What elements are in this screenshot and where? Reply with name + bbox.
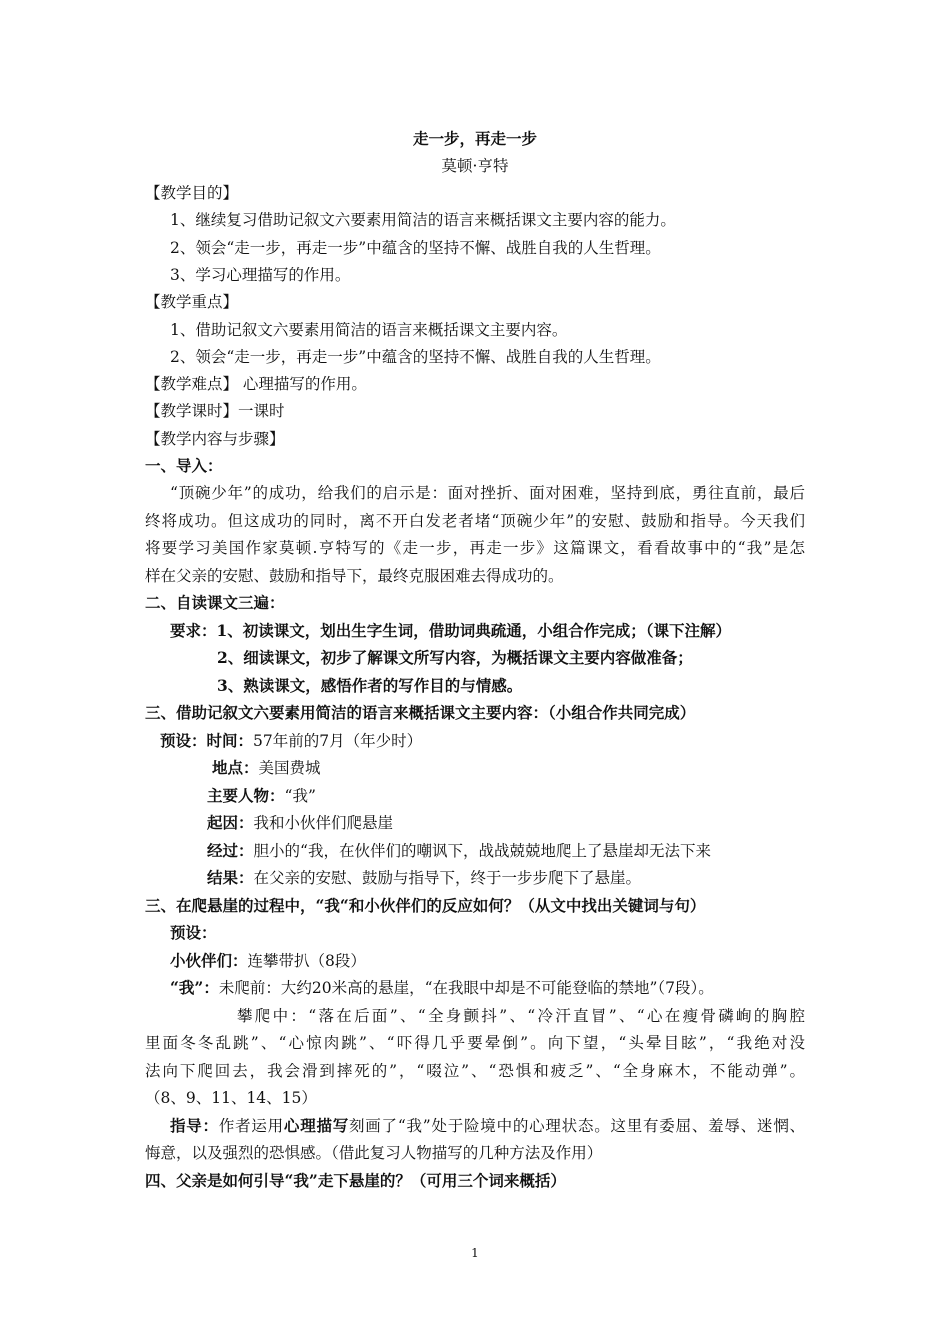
- section-1-heading: 一、导入：: [145, 456, 223, 475]
- me-label: “我”：: [170, 978, 219, 997]
- class-hours-line: 【教学课时】一课时: [145, 402, 285, 420]
- section-3-heading: 三、借助记叙文六要素用简洁的语言来概括课文主要内容：（小组合作共同完成）: [145, 703, 696, 722]
- section-4-preset: 预设：: [170, 923, 217, 942]
- objective-1: 1、继续复习借助记叙文六要素用简洁的语言来概括课文主要内容的能力。: [170, 211, 676, 229]
- doc-author: 莫顿·亨特: [441, 157, 509, 175]
- guide-row-2: 悔意，以及强烈的恐惧感。（借此复习人物描写的几种方法及作用）: [145, 1144, 603, 1162]
- guide-label: 指导：: [170, 1116, 219, 1135]
- me-row-1: [170, 977, 714, 999]
- key-point-2: 2、领会“走一步，再走一步”中蕴含的坚持不懈、战胜自我的人生哲理。: [170, 348, 661, 366]
- requirement-1: 要求：1、初读课文，划出生字生词，借助词典疏通，小组合作完成；（课下注解）: [170, 621, 732, 640]
- preset-result-row: [207, 867, 641, 889]
- preset-result-label: 结果：: [207, 868, 254, 887]
- preset-time-row: [160, 730, 422, 752]
- preset-cause-value: 我和小伙伴们爬悬崖: [253, 814, 394, 832]
- guide-text-bold: 心理描写: [283, 1116, 350, 1135]
- preset-process-value: 胆小的“我，在伙伴们的嘲讽下，战战兢兢地爬上了悬崖却无法下来: [253, 842, 711, 860]
- section-4-heading: 三、在爬悬崖的过程中，“我“和小伙伴们的反应如何？（从文中找出关键词与句）: [145, 896, 706, 915]
- preset-person-value: “我”: [284, 787, 316, 805]
- section-2-heading: 二、自读课文三遍：: [145, 593, 285, 612]
- friends-value: 连攀带扒（8段）: [247, 952, 366, 970]
- doc-title: 走一步，再走一步: [412, 129, 537, 148]
- steps-heading: 【教学内容与步骤】: [145, 430, 285, 448]
- difficulty-line: 【教学难点】 心理描写的作用。: [145, 375, 367, 393]
- preset-cause-label: 起因：: [207, 813, 254, 832]
- page-number: 1: [471, 1246, 479, 1260]
- guide-text-a: 作者运用: [218, 1117, 284, 1135]
- key-points-heading: 【教学重点】: [145, 293, 239, 311]
- me-row-2: 攀爬中：“落在后面”、“全身颤抖”、“冷汗直冒”、“心在瘦骨磷峋的胸腔: [237, 1007, 805, 1025]
- guide-row-1: [170, 1115, 805, 1137]
- preset-cause-row: [207, 812, 393, 834]
- requirement-3: 3、熟读课文，感悟作者的写作目的与情感。: [217, 676, 523, 695]
- section-5-heading: 四、父亲是如何引导“我”走下悬崖的？（可用三个词来概括）: [145, 1171, 566, 1190]
- intro-line-2: 终将成功。但这成功的同时，离不开白发老者堵“顶碗少年”的安慰、鼓励和指导。今天我们: [145, 512, 805, 530]
- preset-person-label: 主要人物：: [207, 786, 285, 805]
- preset-place-label: 地点：: [212, 758, 259, 777]
- guide-text-b: 刻画了“我”处于险境中的心理状态。这里有委屈、羞辱、迷惘、: [349, 1117, 805, 1135]
- preset-time-value: 57年前的7月（年少时）: [253, 732, 423, 750]
- intro-line-1: “顶碗少年”的成功，给我们的启示是：面对挫折、面对困难，坚持到底，勇往直前，最后: [170, 484, 805, 502]
- preset-place-value: 美国费城: [258, 759, 321, 777]
- preset-time-label: 预设：时间：: [160, 731, 254, 750]
- intro-line-3: 将要学习美国作家莫顿.亨特写的《走一步，再走一步》这篇课文，看看故事中的“我”是怎: [145, 539, 805, 557]
- preset-place-row: [212, 757, 321, 779]
- me-row-5: （8、9、11、14、15）: [145, 1089, 317, 1107]
- objective-2: 2、领会“走一步，再走一步”中蕴含的坚持不懈、战胜自我的人生哲理。: [170, 239, 661, 257]
- preset-process-row: [207, 840, 711, 862]
- preset-process-label: 经过：: [207, 841, 254, 860]
- intro-line-4: 样在父亲的安慰、鼓励和指导下，最终克服困难去得成功的。: [145, 567, 564, 585]
- friends-label: 小伙伴们：: [170, 951, 248, 970]
- me-row-3: 里面冬冬乱跳”、“心惊肉跳”、“吓得几乎要晕倒”。向下望，“头晕目眩”，“我绝对没: [145, 1034, 805, 1052]
- objective-3: 3、学习心理描写的作用。: [170, 266, 351, 284]
- requirement-2: 2、细读课文，初步了解课文所写内容，为概括课文主要内容做准备；: [217, 648, 693, 667]
- objectives-heading: 【教学目的】: [145, 184, 239, 202]
- me-row-4: 法向下爬回去，我会滑到摔死的”，“啜泣”、“恐惧和疲乏”、“全身麻木，不能动弹”。: [145, 1062, 805, 1080]
- preset-person-row: [207, 785, 316, 807]
- preset-result-value: 在父亲的安慰、鼓励与指导下，终于一步步爬下了悬崖。: [253, 869, 642, 887]
- me-before-climb: 未爬前：大约20米高的悬崖，“在我眼中却是不可能登临的禁地”（7段）。: [218, 979, 714, 997]
- key-point-1: 1、借助记叙文六要素用简洁的语言来概括课文主要内容。: [170, 321, 568, 339]
- friends-row: [170, 950, 366, 972]
